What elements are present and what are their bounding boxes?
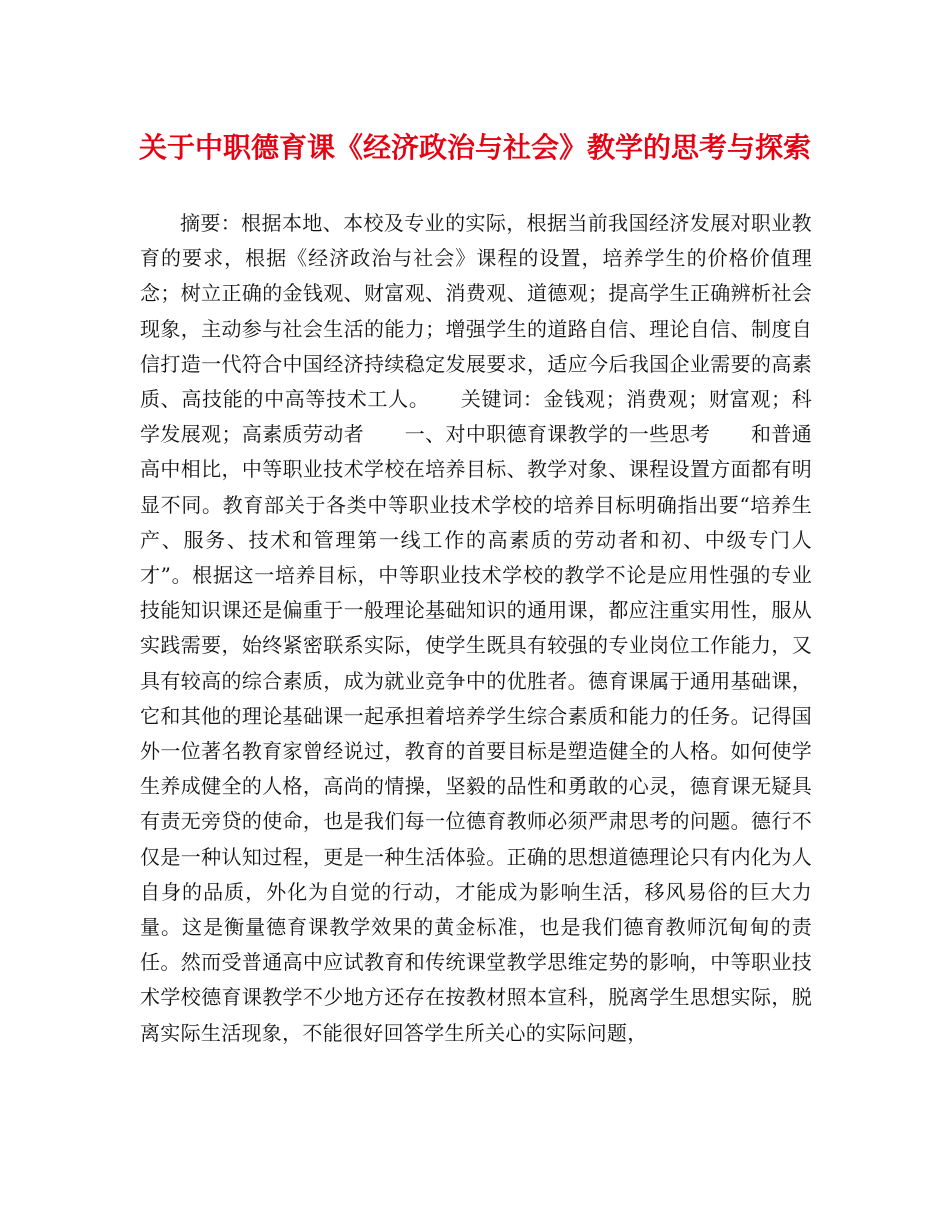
document-body-paragraph: 摘要：根据本地、本校及专业的实际，根据当前我国经济发展对职业教育的要求，根据《经济政治与社会》课程的设置，培养学生的价格价值理念；树立正确的金钱观、财富观、消费观、道德观；提高学生正确辨析社会现象，主动参与社会生活的能力；增强学生的道路自信、理论自信、制度自信打造一代符合中国经济持续稳定发展要求，适应今后我国企业需要的高素质、高技能的中高等技术工人。 关键词：金钱观；消费观；财富观；科学发展观；高素质劳动者 一、对中职德育课教学的一些思考 和普通高中相比，中等职业技术学校在培养目标、教学对象、课程设置方面都有明显不同。教育部关于各类中等职业技术学校的培养目标明确指出要“培养生产、服务、技术和管理第一线工作的高素质的劳动者和初、中级专门人才”。根据这一培养目标，中等职业技术学校的教学不论是应用性强的专业技能知识课还是偏重于一般理论基础知识的通用课，都应注重实用性，服从实践需要，始终紧密联系实际，使学生既具有较强的专业岗位工作能力，又具有较高的综合素质，成为就业竞争中的优胜者。德育课属于通用基础课，它和其他的理论基础课一起承担着培养学生综合素质和能力的任务。记得国外一位著名教育家曾经说过，教育的首要目标是塑造健全的人格。如何使学生养成健全的人格，高尚的情操，坚毅的品性和勇敢的心灵，德育课无疑具有责无旁贷的使命，也是我们每一位德育教师必须严肃思考的问题。德行不仅是一种认知过程，更是一种生活体验。正确的思想道德理论只有内化为人自身的品质，外化为自觉的行动，才能成为影响生活，移风易俗的巨大力量。这是衡量德育课教学效果的黄金标准，也是我们德育教师沉甸甸的责任。然而受普通高中应试教育和传统课堂教学思维定势的影响，中等职业技术学校德育课教学不少地方还存在按教材照本宣科，脱离学生思想实际，脱离实际生活现象，不能很好回答学生所关心的实际问题，	[140, 211, 812, 1045]
document-title: 关于中职德育课《经济政治与社会》教学的思考与探索	[138, 131, 811, 164]
